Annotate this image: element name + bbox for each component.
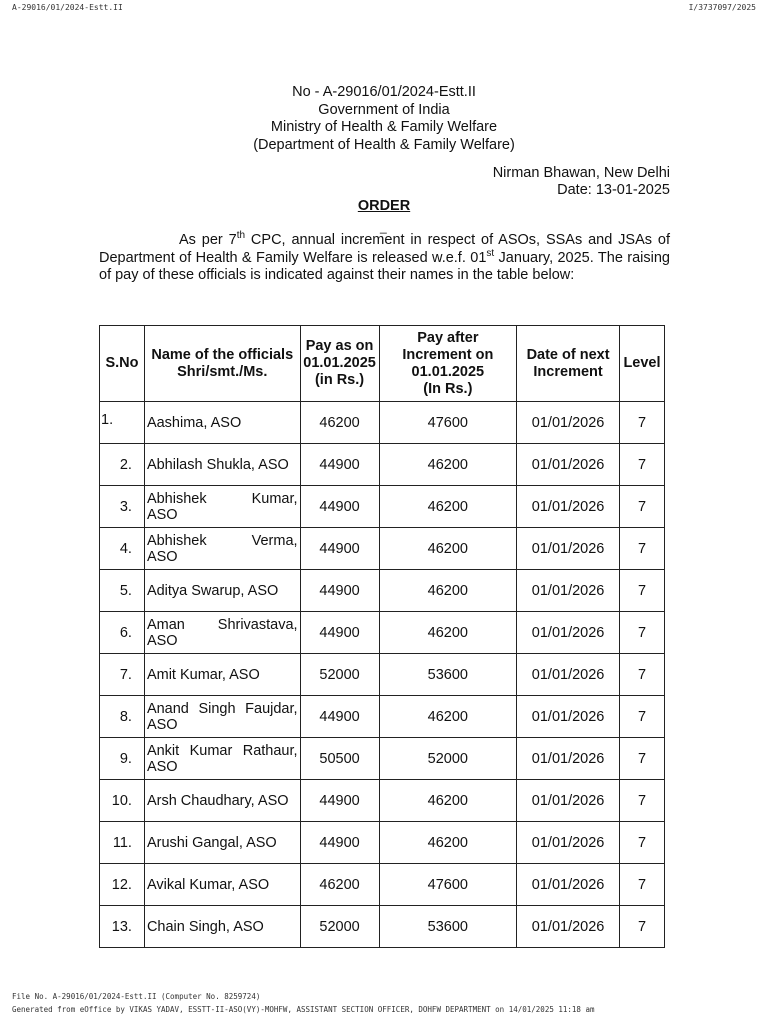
cell-pay: 50500 [300,738,379,780]
cell-sno: 13. [100,906,145,948]
cell-next-increment: 01/01/2026 [517,486,620,528]
cell-sno: 2. [100,444,145,486]
name-line-1: Avikal Kumar, ASO [146,876,270,893]
cell-pay: 44900 [300,696,379,738]
cell-sno: 4. [100,528,145,570]
cell-name [144,402,300,444]
cell-pay-after: 46200 [379,612,517,654]
cell-level: 7 [619,528,664,570]
cell-sno: 7. [100,654,145,696]
table-row [100,486,665,528]
table-row [100,402,665,444]
cell-pay-after: 46200 [379,486,517,528]
cell-level: 7 [619,486,664,528]
cell-name [144,612,300,654]
table-row [100,696,665,738]
cell-pay: 44900 [300,570,379,612]
cell-level: 7 [619,612,664,654]
cell-pay-after: 47600 [379,402,517,444]
cell-pay: 52000 [300,906,379,948]
order-paragraph [99,232,670,285]
cell-sno: 1. [100,402,145,444]
table-row [100,864,665,906]
reference-block [0,84,768,154]
place-line: Nirman Bhawan, New Delhi [492,165,670,181]
header-pay-after: Pay after Increment on 01.01.2025 (In Rs.) [379,326,517,402]
cell-next-increment: 01/01/2026 [517,654,620,696]
table-row [100,738,665,780]
table-row [100,444,665,486]
cell-next-increment: 01/01/2026 [517,906,620,948]
order-underscore: _ [380,220,387,234]
cell-pay: 46200 [300,402,379,444]
name-line-2: ASO [146,548,178,565]
cell-name [144,696,300,738]
cell-level: 7 [619,654,664,696]
cell-name [144,822,300,864]
cell-pay-after: 46200 [379,528,517,570]
footer-file-line: File No. A-29016/01/2024-Estt.II (Computer No. 8259724) [12,992,261,1001]
cell-name [144,864,300,906]
cell-level: 7 [619,696,664,738]
para-part-3: January, 2025. The raising of pay of these officials is indicated against their names in the table below: [99,249,670,283]
cell-name [144,654,300,696]
cell-sno: 3. [100,486,145,528]
cell-sno: 10. [100,780,145,822]
name-line-1: Aashima, ASO [146,414,242,431]
cell-name [144,906,300,948]
table-row [100,906,665,948]
header-pay: Pay as on 01.01.2025 (in Rs.) [300,326,379,402]
name-line-1: Ankit Kumar Rathaur, [146,742,298,759]
cell-pay-after: 46200 [379,780,517,822]
header-level: Level [619,326,664,402]
name-line-1: Abhishek Verma, [146,532,298,549]
cell-name [144,738,300,780]
cell-pay-after: 47600 [379,864,517,906]
cell-next-increment: 01/01/2026 [517,402,620,444]
para-part-1: As per 7 [179,232,237,248]
cell-level: 7 [619,864,664,906]
cell-next-increment: 01/01/2026 [517,822,620,864]
table-row [100,780,665,822]
order-number: No - A-29016/01/2024-Estt.II [292,84,476,100]
cell-next-increment: 01/01/2026 [517,696,620,738]
name-line-1: Abhishek Kumar, [146,490,298,507]
cell-level: 7 [619,444,664,486]
cell-pay: 44900 [300,822,379,864]
cell-pay: 44900 [300,444,379,486]
government-line: Government of India [318,101,450,118]
name-line-2: ASO [146,716,178,733]
cell-sno: 5. [100,570,145,612]
cell-pay-after: 53600 [379,906,517,948]
cell-pay: 46200 [300,864,379,906]
table-row [100,570,665,612]
table-row [100,654,665,696]
cell-pay: 44900 [300,780,379,822]
cell-pay-after: 53600 [379,654,517,696]
cell-sno: 6. [100,612,145,654]
page-header-file-number: A-29016/01/2024-Estt.II [12,3,123,12]
name-line-2: ASO [146,506,178,523]
cell-pay-after: 52000 [379,738,517,780]
cell-level: 7 [619,780,664,822]
cell-next-increment: 01/01/2026 [517,864,620,906]
name-line-1: Chain Singh, ASO [146,918,264,935]
table-row [100,822,665,864]
cell-pay: 52000 [300,654,379,696]
cell-pay-after: 46200 [379,444,517,486]
cell-level: 7 [619,570,664,612]
department-line: (Department of Health & Family Welfare) [253,136,515,153]
ministry-line: Ministry of Health & Family Welfare [270,119,498,135]
para-sup-1: th [236,230,246,242]
cell-sno: 9. [100,738,145,780]
name-line-1: Aman Shrivastava, [146,616,298,633]
cell-name [144,528,300,570]
header-sno: S.No [100,326,145,402]
increment-table [99,325,665,948]
cell-pay-after: 46200 [379,696,517,738]
cell-pay-after: 46200 [379,570,517,612]
cell-sno: 8. [100,696,145,738]
cell-next-increment: 01/01/2026 [517,780,620,822]
cell-next-increment: 01/01/2026 [517,570,620,612]
header-next-increment: Date of next Increment [517,326,620,402]
cell-pay-after: 46200 [379,822,517,864]
cell-level: 7 [619,738,664,780]
cell-name [144,444,300,486]
cell-level: 7 [619,402,664,444]
table-row [100,528,665,570]
para-sup-2: st [486,247,495,259]
cell-pay: 44900 [300,486,379,528]
para-part-2: CPC, annual increment in respect of ASOs, SSAs and JSAs of Department of Health & Family Welfare is released w.e.f. 01 [99,232,670,266]
cell-next-increment: 01/01/2026 [517,528,620,570]
cell-level: 7 [619,906,664,948]
table-header-row [100,326,665,402]
name-line-1: Amit Kumar, ASO [146,666,260,683]
cell-level: 7 [619,822,664,864]
name-line-2: ASO [146,758,178,775]
cell-next-increment: 01/01/2026 [517,738,620,780]
name-line-2: ASO [146,632,178,649]
order-title: ORDER [357,198,411,214]
name-line-1: Abhilash Shukla, ASO [146,456,289,473]
cell-name [144,570,300,612]
cell-sno: 11. [100,822,145,864]
header-name: Name of the officials Shri/smt./Ms. [144,326,300,402]
cell-name [144,780,300,822]
page-header-receipt-number: I/3737097/2025 [688,3,756,12]
name-line-1: Arsh Chaudhary, ASO [146,792,289,809]
date-line: Date: 13-01-2025 [557,182,670,198]
cell-name [144,486,300,528]
cell-pay: 44900 [300,612,379,654]
address-block [493,165,670,199]
cell-next-increment: 01/01/2026 [517,444,620,486]
name-line-1: Aditya Swarup, ASO [146,582,279,599]
cell-sno: 12. [100,864,145,906]
footer-generated-line: Generated from eOffice by VIKAS YADAV, ESSTT-II-ASO(VY)-MOHFW, ASSISTANT SECTION OFFICER, DOHFW DEPARTMENT on 14/01/2025 11:18 am [12,1005,595,1014]
cell-next-increment: 01/01/2026 [517,612,620,654]
table-body [100,402,665,948]
name-line-1: Arushi Gangal, ASO [146,834,277,851]
cell-pay: 44900 [300,528,379,570]
table-row [100,612,665,654]
name-line-1: Anand Singh Faujdar, [146,700,298,717]
